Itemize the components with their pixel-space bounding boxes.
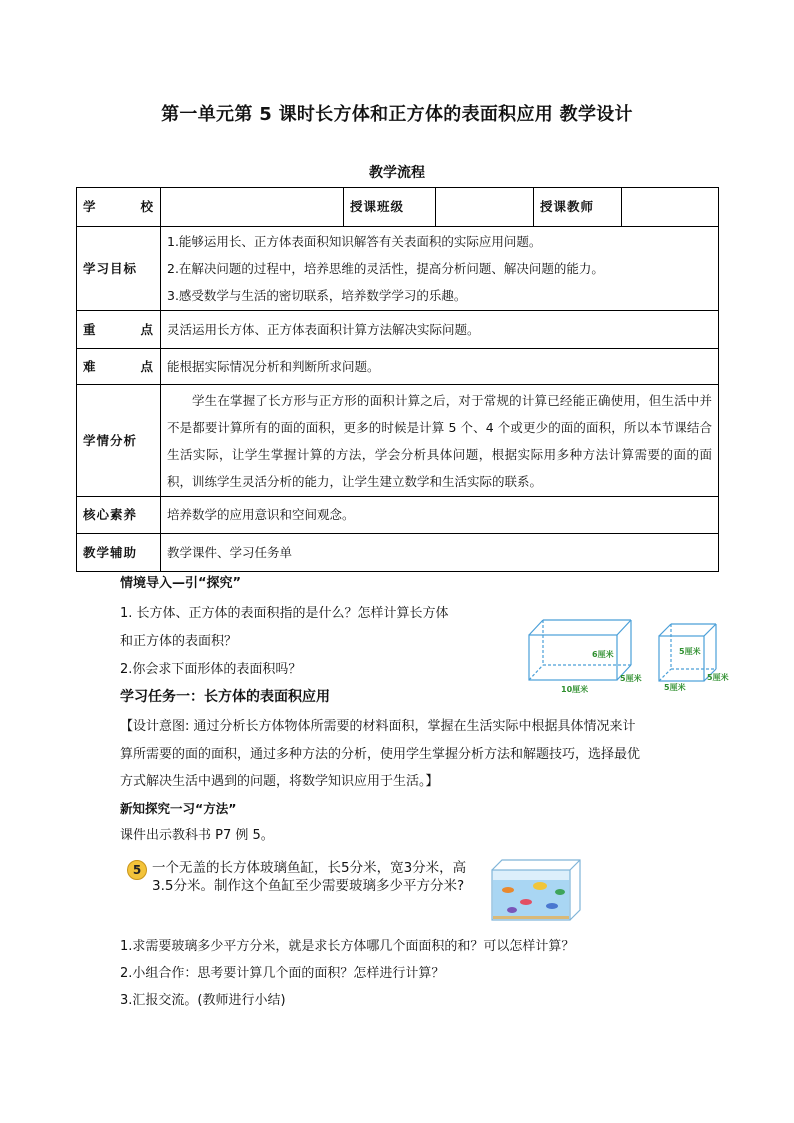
table-row-aids: [77, 534, 719, 572]
fish-tank-illustration: [488, 856, 584, 926]
courseware-line: 课件出示教科书 P7 例 5。: [120, 828, 274, 843]
design-intent-line-2: 算所需要的面的面积，通过多种方法的分析，使用学生掌握分析方法和解题技巧，选择最优: [120, 747, 641, 762]
difficulty-value: 能根据实际情况分析和判断所求问题。: [161, 349, 719, 385]
aids-value: 教学课件、学习任务单: [161, 534, 719, 572]
section-subtitle: 教学流程: [369, 165, 425, 181]
intro-heading: 情境导入—引“探究”: [120, 576, 242, 591]
lesson-info-table: [76, 187, 719, 572]
question-3: 3.汇报交流。(教师进行小结): [120, 993, 286, 1008]
task1-heading: 学习任务一：长方体的表面积应用: [120, 689, 330, 705]
goal-item: 1.能够运用长、正方体表面积知识解答有关表面积的实际应用问题。: [167, 234, 542, 249]
cuboid-length-label: 10厘米: [561, 685, 589, 694]
goals-cell: [161, 227, 719, 311]
aids-label: 教学辅助: [77, 534, 161, 572]
teacher-value: [622, 188, 719, 227]
table-row-difficulty: [77, 349, 719, 385]
page-title: 第一单元第 5 课时长方体和正方体的表面积应用 教学设计: [161, 104, 633, 125]
table-row-key-point: [77, 311, 719, 349]
table-row-goals: [77, 227, 719, 311]
design-intent-line-1: 【设计意图: 通过分析长方体物体所需要的材料面积，掌握在生活实际中根据具体情况来计: [120, 719, 636, 734]
cuboid-width-label: 5厘米: [620, 674, 642, 683]
cuboid-figure: [525, 615, 650, 695]
goal-item: 2.在解决问题的过程中，培养思维的灵活性，提高分析问题、解决问题的能力。: [167, 261, 604, 276]
cube-front-label: 5厘米: [664, 683, 686, 692]
cube-figure: [655, 620, 733, 692]
analysis-value: 学生在掌握了长方形与正方形的面积计算之后，对于常规的计算已经能正确使用，但生活中并不是都要计算所有的面的面积，更多的时候是计算 5 个、4 个或更少的面的面积，所以本节课结合生活实际，让学生掌握计算的方法，学会分析具体问题，根据实际用多种方法计算需要的面的面积，训练学生灵活分析的能力，让学生建立数学和生活实际的联系。: [161, 385, 719, 497]
literacy-value: 培养数学的应用意识和空间观念。: [161, 497, 719, 534]
table-row-analysis: [77, 385, 719, 497]
intro-question-2: 2.你会求下面形体的表面积吗？: [120, 662, 302, 677]
class-value: [436, 188, 534, 227]
school-label: 学 校: [77, 188, 161, 227]
explore-heading: 新知探究一习“方法”: [120, 801, 237, 816]
cube-height-label: 5厘米: [679, 647, 701, 656]
table-row-school: [77, 188, 719, 227]
cube-side-label: 5厘米: [707, 673, 729, 682]
example-text-line-2: 3.5分米。制作这个鱼缸至少需要玻璃多少平方分米?: [152, 878, 465, 894]
question-1: 1.求需要玻璃多少平方分米，就是求长方体哪几个面面积的和？可以怎样计算？: [120, 939, 575, 954]
cuboid-height-label: 6厘米: [592, 650, 614, 659]
difficulty-label: 难 点: [77, 349, 161, 385]
intro-question-1: 1. 长方体、正方体的表面积指的是什么？怎样计算长方体: [120, 606, 449, 621]
intro-question-1-cont: 和正方体的表面积？: [120, 634, 238, 649]
table-row-literacy: [77, 497, 719, 534]
goals-label: 学习目标: [77, 227, 161, 311]
literacy-label: 核心素养: [77, 497, 161, 534]
class-label: 授课班级: [344, 188, 436, 227]
teacher-label: 授课教师: [534, 188, 622, 227]
key-point-value: 灵活运用长方体、正方体表面积计算方法解决实际问题。: [161, 311, 719, 349]
example-number-badge: 5: [127, 860, 147, 880]
analysis-label: 学情分析: [77, 385, 161, 497]
goal-item: 3.感受数学与生活的密切联系，培养数学学习的乐趣。: [167, 288, 467, 303]
school-value: [161, 188, 344, 227]
key-point-label: 重 点: [77, 311, 161, 349]
question-2: 2.小组合作：思考要计算几个面的面积？怎样进行计算？: [120, 966, 445, 981]
design-intent-line-3: 方式解决生活中遇到的问题，将数学知识应用于生活。】: [120, 774, 439, 789]
example-text-line-1: 一个无盖的长方体玻璃鱼缸，长5分米，宽3分米，高: [152, 860, 467, 876]
